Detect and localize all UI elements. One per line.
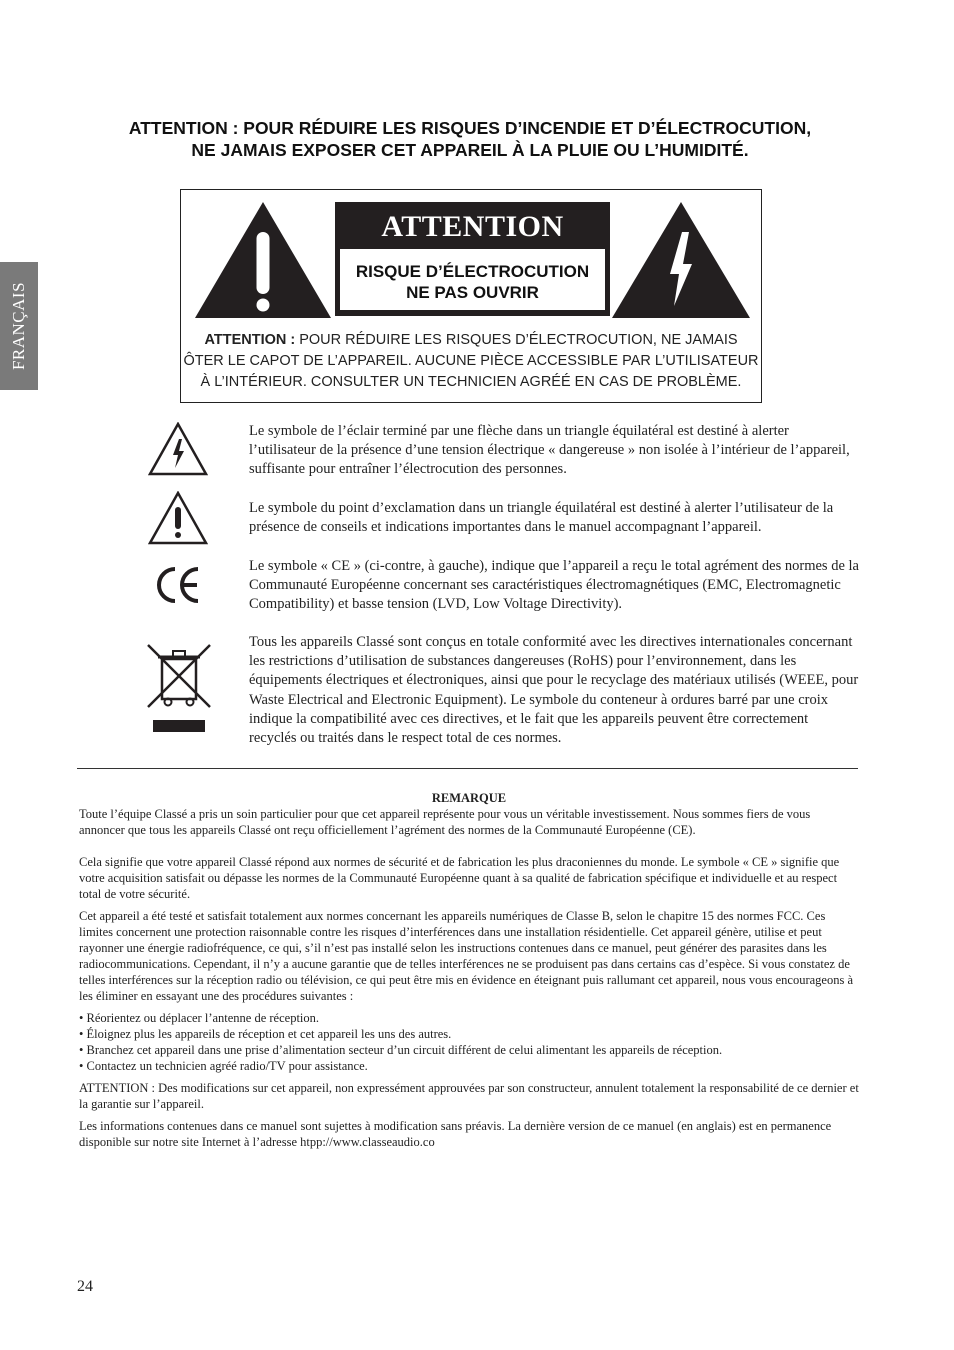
symbol-text-lightning: Le symbole de l’éclair terminé par une flèche dans un triangle équilatéral est destiné à alerter l’utilisateur de la présence d’une tension électrique « dangereuse » non isolée à l’intérieur de l’appareil, suffisante pour entraîner l’électrocution des personnes. — [249, 423, 850, 478]
attention-subtitle — [340, 249, 605, 310]
warning-box-line3: À L’INTÉRIEUR. CONSULTER UN TECHNICIEN AGRÉÉ EN CAS DE PROBLÈME. — [200, 374, 742, 390]
weee-bin-icon — [144, 641, 214, 735]
remark-section — [79, 790, 859, 1150]
remark-bullet: • Branchez cet appareil dans une prise d’alimentation secteur d’un circuit différent de celui alimentant les appareils de réception. — [79, 1043, 723, 1057]
top-warning-line1: ATTENTION : POUR RÉDUIRE LES RISQUES D’INCENDIE ET D’ÉLECTROCUTION, — [128, 118, 812, 138]
lightning-symbol-icon — [148, 422, 208, 476]
warning-box-bold: ATTENTION : — [204, 332, 296, 348]
warning-box-text — [181, 330, 761, 393]
remark-paragraph-4: ATTENTION : Des modifications sur cet appareil, non expressément approuvées par son constructeur, annulent totalement la responsabilité de ce dernier et la garantie sur l’appareil. — [79, 1081, 859, 1111]
remark-bullet: • Réorientez ou déplacer l’antenne de réception. — [79, 1011, 320, 1025]
remark-paragraph-2: Cela signifie que votre appareil Classé répond aux normes de sécurité et de fabrication les plus draconiennes du monde. Le symbole « CE » signifie que votre acquisition satisfait ou dépasse les normes de la Communauté Européenne quant à sa qualité de fabrication spécifique et individuelle et au respect total de votre sécurité. — [79, 855, 840, 901]
language-tab-label: FRANÇAIS — [9, 281, 28, 371]
attention-title: ATTENTION — [381, 210, 564, 243]
warning-box — [180, 189, 762, 403]
top-warning-line2: NE JAMAIS EXPOSER CET APPAREIL À LA PLUIE OU L’HUMIDITÉ. — [191, 140, 749, 160]
remark-paragraph-5: Les informations contenues dans ce manuel sont sujettes à modification sans préavis. La dernière version de ce manuel (en anglais) est en permanence disponible sur notre site Internet à l’adresse htpp://www.classeaudio.co — [79, 1119, 832, 1149]
warning-box-line1: POUR RÉDUIRE LES RISQUES D’ÉLECTROCUTION, NE JAMAIS — [295, 332, 738, 348]
language-tab — [0, 262, 38, 390]
top-warning — [80, 117, 860, 161]
section-divider — [77, 768, 858, 769]
remark-bullet: • Éloignez plus les appareils de réception et cet appareil les uns des autres. — [79, 1027, 452, 1041]
symbol-text-ce: Le symbole « CE » (ci-contre, à gauche), indique que l’appareil a reçu le total agrément des normes de la Communauté Européenne concernant ses caractéristiques électromagnétiques (EMC, Electromagnetic Compatibility) et basse tension (LVD, Low Voltage Directivity). — [249, 558, 859, 613]
symbol-text-exclamation: Le symbole du point d’exclamation dans un triangle équilatéral est destiné à alerter l’utilisateur de la présence de conseils et indications importantes dans le manuel accompagnant l’appareil. — [249, 500, 834, 536]
attention-banner — [335, 202, 610, 316]
remark-paragraph-1: Toute l’équipe Classé a pris un soin particulier pour que cet appareil représente pour vous un véritable investissement. Nous sommes fiers de vous annoncer que tous les appareils Classé ont reçu officiellement l’agrément des normes de la Communauté Européenne (CE). — [79, 807, 811, 837]
remark-paragraph-3: Cet appareil a été testé et satisfait totalement aux normes concernant les appareils numériques de Classe B, selon le chapitre 15 des normes FCC. Ces limites concernent une protection raisonnable contre les risques d’interférences dans une installation résidentielle. Cet appareil génère, utilise et peut rayonner une énergie radiofréquence, ce qui, s’il n’est pas installé selon les instructions contenues dans ce manuel, peut générer des parasites dans les radiocommunications. Cependant, il n’y a aucune garantie que de telles interférences ne se produisent pas dans certains cas d’espèce. Si vous constatez de telles interférences sur la réception radio ou télévision, ce qui peut être mis en évidence en éteignant puis rallumant cet appareil, nous vous encourageons à les éliminer en essayant une des procédures suivantes : — [79, 909, 854, 1003]
attention-subtitle-line1: RISQUE D’ÉLECTROCUTION — [355, 262, 590, 281]
remark-title: REMARQUE — [431, 791, 507, 805]
symbol-text-weee: Tous les appareils Classé sont conçus en totale conformité avec les directives internationales concernant les restrictions d’utilisation de substances dangereuses (RoHS) pour l’environnement, dans les équipements électriques et électroniques, ainsi que pour le recyclage des matériaux utilisés (WEEE, pour Waste Electrical and Electronic Equipment). Le symbole du conteneur à ordures barré par une croix indique la compatibilité avec ces directives, et le fait que les appareils peuvent être correctement recyclés ou traités dans le respect total de ces normes. — [249, 634, 859, 747]
lightning-triangle-icon — [612, 202, 750, 320]
remark-bullet: • Contactez un technicien agréé radio/TV pour assistance. — [79, 1059, 368, 1073]
page-number: 24 — [77, 1278, 93, 1295]
exclamation-symbol-icon — [148, 491, 208, 545]
exclamation-triangle-icon — [195, 202, 331, 320]
warning-box-line2: ÔTER LE CAPOT DE L’APPAREIL. AUCUNE PIÈCE ACCESSIBLE PAR L’UTILISATEUR — [183, 353, 759, 369]
ce-mark-icon — [154, 565, 202, 605]
attention-subtitle-line2: NE PAS OUVRIR — [406, 283, 539, 302]
